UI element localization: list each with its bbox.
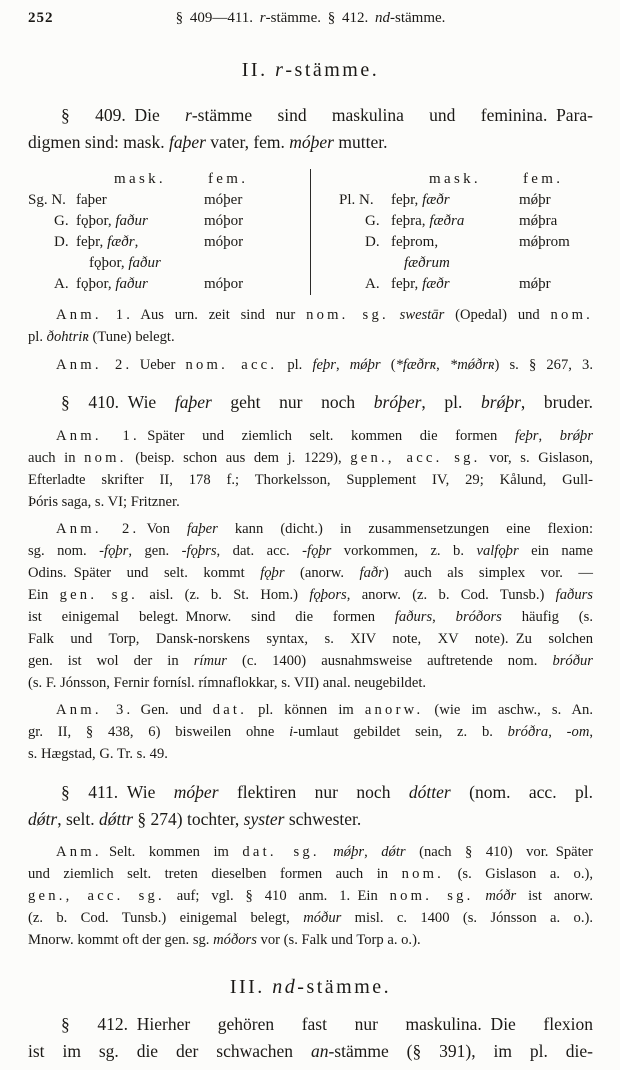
letterspaced-text: nom. sg. xyxy=(306,307,389,323)
section-heading-nd-stems: III. nd-stämme. xyxy=(229,976,392,998)
paradigm-header-row xyxy=(28,169,304,190)
case-label: D. xyxy=(54,234,69,250)
text-line: ist einigemal belegt. Mnorw. sind die formen faðurs, bróðors häufig (s. xyxy=(28,609,593,625)
paradigm-row xyxy=(28,232,304,253)
running-title: § 409—411. r-stämme. § 412. nd-stämme. xyxy=(175,10,446,26)
note-409-2 xyxy=(28,354,593,376)
paradigm-table xyxy=(28,169,593,295)
letterspaced-text: gen., acc. sg. xyxy=(350,450,481,466)
text-line: § 411. Wie móþer flektiren nur noch dótter (nom. acc. pl. xyxy=(61,782,593,802)
case-label: G. xyxy=(54,213,69,229)
letterspaced-text: anorw. xyxy=(364,702,424,718)
text-line: Þóris saga, s. VI; Fritzner. xyxy=(28,494,180,510)
case-label: D. xyxy=(365,234,380,250)
paradigm-row xyxy=(339,211,593,232)
mask-forms: faþer xyxy=(76,192,107,208)
mask-header: mask. xyxy=(114,171,166,187)
text-line: auch in nom. (beisp. schon aus dem j. 1229), gen., acc. sg. vor, s. Gislason, xyxy=(28,450,593,466)
text-line: § 409. Die r-stämme sind maskulina und feminina. Para- xyxy=(61,105,593,125)
letterspaced-text: Anm. 2. xyxy=(56,357,133,373)
text-line: pl. ðohtriʀ (Tune) belegt. xyxy=(28,329,175,345)
page-header xyxy=(28,10,593,32)
mask-forms: fǫþor, faður xyxy=(76,213,148,229)
text-line: § 410. Wie faþer geht nur noch bróþer, pl. brǿþr, bruder. xyxy=(61,392,593,412)
paradigm-plural xyxy=(311,169,593,295)
fem-forms: móþer xyxy=(204,192,243,208)
text-line: Anm. 2. Ueber nom. acc. pl. feþr, mǿþr (*fæðrʀ, *mǿðrʀ) s. § 267, 3. xyxy=(56,357,593,373)
paragraph-412 xyxy=(28,1011,593,1065)
paradigm-row xyxy=(339,274,593,295)
case-label: Pl. N. xyxy=(339,192,374,208)
fem-forms: móþor xyxy=(204,213,244,229)
mask-forms: fǫþor, faður xyxy=(89,255,161,271)
paradigm-row xyxy=(28,274,304,295)
text-line: Odins. Später und selt. kommt fǫþr (anorw. faðr) auch als simplex vor. — xyxy=(28,565,593,581)
letterspaced-text: dat. sg. xyxy=(242,844,320,860)
text-line: (z. b. Cod. Tunsb.) einigemal belegt, móður misl. c. 1400 (s. Jónsson a. o.). xyxy=(28,910,593,926)
mask-forms: feþra, fæðra xyxy=(391,213,465,229)
paradigm-row xyxy=(28,253,304,274)
letterspaced-text: nom. xyxy=(550,307,593,323)
mask-forms: fǫþor, faður xyxy=(76,276,148,292)
letterspaced-text: Anm. 2. xyxy=(56,521,140,537)
mask-forms: feþr, fæðr, xyxy=(76,234,139,250)
header-spacer xyxy=(28,169,76,190)
text-line: Anm. Selt. kommen im dat. sg. mǿþr, dǿtr (nach § 410) vor. Später xyxy=(56,844,593,860)
mask-forms: feþr, fæðr xyxy=(391,276,450,292)
case-label xyxy=(28,253,76,274)
text-line: Mnorw. kommt oft der gen. sg. móðors vor (s. Falk und Torp a. o.). xyxy=(28,932,421,948)
fem-forms: móþor xyxy=(204,276,244,292)
paragraph-410 xyxy=(28,389,593,416)
note-409-1 xyxy=(28,304,593,348)
text-line: Anm. 1. Später und ziemlich selt. kommen die formen feþr, brǿþr xyxy=(56,428,594,444)
text-line: s. Hægstad, G. Tr. s. 49. xyxy=(28,746,168,762)
note-411 xyxy=(28,841,593,951)
letterspaced-text: gen. sg. xyxy=(59,587,138,603)
letterspaced-text: Anm. 1. xyxy=(56,307,134,323)
text-line: dǿtr, selt. dǿttr § 274) tochter, syster schwester. xyxy=(28,809,362,829)
fem-forms: mǿþrom xyxy=(519,234,570,250)
paradigm-row xyxy=(339,232,593,253)
mask-forms: feþr, fæðr xyxy=(391,192,450,208)
letterspaced-text: nom. sg. xyxy=(389,888,474,904)
fem-forms: mǿþra xyxy=(519,213,558,229)
case-label: A. xyxy=(54,276,69,292)
fem-forms xyxy=(519,253,593,274)
fem-header: fem. xyxy=(208,171,249,187)
text-line: Falk und Torp, Dansk-norskens syntax, s. XIV note, XV note). Zu solchen xyxy=(28,631,593,647)
paradigm-row xyxy=(339,253,593,274)
letterspaced-text: Anm. 1. xyxy=(56,428,140,444)
note-410-2 xyxy=(28,518,593,694)
fem-forms: mǿþr xyxy=(519,192,551,208)
fem-forms: mǿþr xyxy=(519,276,551,292)
text-line: Efterladte skrifter II, 178 f.; Thorkelsson, Supplement IV, 29; Kålund, Gull- xyxy=(28,472,593,488)
fem-header: fem. xyxy=(523,171,564,187)
paragraph-411 xyxy=(28,779,593,833)
text-line: digmen sind: mask. faþer vater, fem. móþer mutter. xyxy=(28,132,388,152)
fem-forms: móþor xyxy=(204,234,244,250)
note-410-1 xyxy=(28,425,593,513)
case-label: Sg. N. xyxy=(28,192,66,208)
letterspaced-text: Anm. xyxy=(56,844,102,860)
letterspaced-text: nom. xyxy=(84,450,127,466)
text-line: gen. ist wol der in rímur (c. 1400) ausnahmsweise auftretende nom. bróður xyxy=(28,653,593,669)
text-line: gr. II, § 438, 6) bisweilen ohne i-umlaut gebildet sein, z. b. bróðra, -om, xyxy=(28,724,594,740)
letterspaced-text: nom. acc. xyxy=(185,357,278,373)
text-line: ist im sg. die der schwachen an-stämme (§ 391), im pl. die- xyxy=(28,1041,593,1061)
paragraph-409 xyxy=(28,102,593,156)
paradigm-row xyxy=(339,190,593,211)
case-label: G. xyxy=(365,213,380,229)
text-line: Ein gen. sg. aisl. (z. b. St. Hom.) fǫþors, anorw. (z. b. Cod. Tunsb.) faðurs xyxy=(28,587,593,603)
paradigm-header-row xyxy=(339,169,593,190)
case-label xyxy=(339,253,391,274)
letterspaced-text: nom. xyxy=(401,866,445,882)
paradigm-row xyxy=(28,190,304,211)
note-410-3 xyxy=(28,699,593,765)
paradigm-singular xyxy=(28,169,311,295)
mask-forms: feþrom, xyxy=(391,234,439,250)
text-line: Anm. 1. Aus urn. zeit sind nur nom. sg. swestār (Opedal) und nom. xyxy=(56,307,593,323)
page-number: 252 xyxy=(28,10,54,26)
text-line: sg. nom. -fǫþr, gen. -fǫþrs, dat. acc. -fǫþr vorkommen, z. b. valfǫþr ein name xyxy=(28,543,594,559)
text-line: gen., acc. sg. auf; vgl. § 410 anm. 1. Ein nom. sg. móðr ist anorw. xyxy=(28,888,593,904)
paradigm-row xyxy=(28,211,304,232)
mask-forms: fæðrum xyxy=(404,255,450,271)
case-label: A. xyxy=(365,276,380,292)
text-line: Anm. 2. Von faþer kann (dicht.) in zusammensetzungen eine flexion: xyxy=(56,521,593,537)
text-line: (s. F. Jónsson, Fernir fornísl. rímnaflokkar, s. VII) anal. neugebildet. xyxy=(28,675,427,691)
text-line: § 412. Hierher gehören fast nur maskulina. Die flexion xyxy=(61,1014,593,1034)
header-spacer xyxy=(339,169,391,190)
letterspaced-text: gen., acc. sg. xyxy=(28,888,165,904)
text-line: und ziemlich selt. treten dieselben formen auch in nom. (s. Gislason a. o.), xyxy=(28,866,593,882)
text-line: Anm. 3. Gen. und dat. pl. können im anorw. (wie im aschw., s. An. xyxy=(56,702,593,718)
letterspaced-text: dat. xyxy=(212,702,248,718)
fem-forms xyxy=(204,253,304,274)
letterspaced-text: Anm. 3. xyxy=(56,702,134,718)
mask-header: mask. xyxy=(429,171,481,187)
section-heading-r-stems: II. r-stämme. xyxy=(241,59,380,81)
